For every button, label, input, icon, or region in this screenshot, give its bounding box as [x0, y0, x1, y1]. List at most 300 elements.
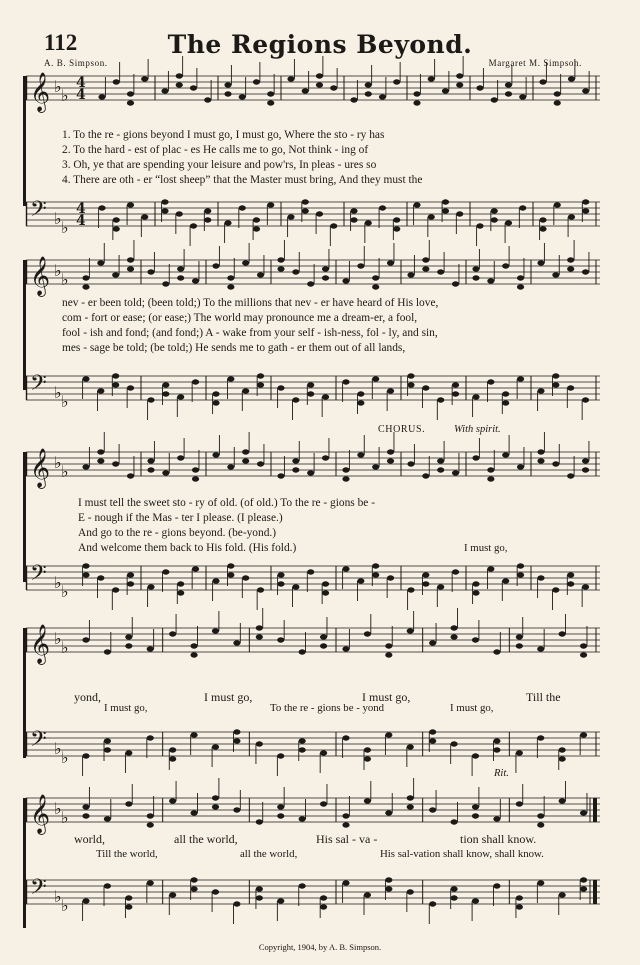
- note-head: [224, 220, 231, 225]
- note-head: [320, 750, 327, 755]
- flat-sign-icon: ♭: [61, 462, 69, 481]
- note-head: [372, 563, 379, 568]
- note-head: [162, 382, 169, 387]
- note-head: [277, 804, 284, 809]
- note-head: [472, 813, 479, 818]
- note-head: [422, 257, 429, 262]
- treble-staff-1: [26, 62, 600, 126]
- note-head: [422, 572, 429, 577]
- note-head: [537, 575, 544, 580]
- note-head: [322, 581, 329, 586]
- note-head: [97, 575, 104, 580]
- note-head: [239, 205, 246, 210]
- note-head: [450, 634, 457, 639]
- note-head: [277, 257, 284, 262]
- note-head: [227, 464, 234, 469]
- note-head: [387, 260, 394, 265]
- note-head: [552, 373, 559, 378]
- note-head: [212, 452, 219, 457]
- bass-clef-icon: 𝄢: [30, 197, 47, 227]
- note-head: [516, 643, 523, 648]
- note-head: [192, 476, 199, 481]
- note-head: [357, 452, 364, 457]
- note-head: [505, 82, 512, 87]
- note-head: [147, 813, 154, 818]
- note-head: [176, 211, 183, 216]
- note-head: [82, 275, 89, 280]
- note-head: [302, 88, 309, 93]
- note-head: [582, 269, 589, 274]
- note-head: [357, 391, 364, 396]
- note-head: [580, 886, 587, 891]
- note-head: [192, 566, 199, 571]
- hymn-title: The Regions Beyond.: [167, 30, 473, 59]
- note-head: [127, 202, 134, 207]
- treble-lyric: tion shall know.: [460, 832, 537, 846]
- flat-sign-icon: ♭: [61, 808, 69, 827]
- note-head: [125, 801, 132, 806]
- note-head: [516, 634, 523, 639]
- note-head: [567, 581, 574, 586]
- note-head: [517, 376, 524, 381]
- note-head: [267, 100, 274, 105]
- note-head: [429, 807, 436, 812]
- note-head: [320, 904, 327, 909]
- note-head: [580, 810, 587, 815]
- note-head: [582, 199, 589, 204]
- note-head: [580, 652, 587, 657]
- note-head: [112, 587, 119, 592]
- note-head: [242, 449, 249, 454]
- note-head: [387, 458, 394, 463]
- note-head: [559, 756, 566, 761]
- note-head: [516, 904, 523, 909]
- bass-lyric: His sal-vation shall know, shall know.: [380, 848, 544, 860]
- note-head: [212, 744, 219, 749]
- note-head: [162, 569, 169, 574]
- note-head: [516, 750, 523, 755]
- treble-clef-icon: 𝄞: [30, 256, 51, 296]
- flat-sign-icon: ♭: [61, 86, 69, 105]
- flat-sign-icon: ♭: [54, 629, 62, 648]
- treble-lyric: I must go,: [362, 690, 411, 704]
- note-head: [190, 810, 197, 815]
- note-head: [177, 455, 184, 460]
- note-head: [227, 572, 234, 577]
- copyright-notice: Copyright, 1904, by A. B. Simpson.: [258, 942, 382, 952]
- note-head: [257, 382, 264, 387]
- note-head: [233, 738, 240, 743]
- note-head: [517, 275, 524, 280]
- note-head: [307, 281, 314, 286]
- note-head: [292, 397, 299, 402]
- bass-staff-1: [26, 188, 600, 252]
- lyricist-credit: Margaret M. Simpson.: [488, 58, 582, 68]
- note-head: [162, 391, 169, 396]
- note-head: [428, 214, 435, 219]
- verse-line: And welcome them back to His fold. (His fold.): [78, 542, 297, 554]
- note-head: [330, 223, 337, 228]
- note-head: [552, 382, 559, 387]
- note-head: [437, 467, 444, 472]
- note-head: [476, 85, 483, 90]
- note-head: [559, 892, 566, 897]
- note-head: [162, 281, 169, 286]
- note-head: [372, 284, 379, 289]
- note-head: [147, 880, 154, 885]
- note-head: [82, 813, 89, 818]
- note-head: [82, 376, 89, 381]
- time-signature: 4: [76, 87, 86, 103]
- verse-line: nev - er been told; (been told;) To the millions that nev - er have heard of His love,: [62, 297, 439, 309]
- note-head: [472, 590, 479, 595]
- note-head: [169, 747, 176, 752]
- note-head: [364, 747, 371, 752]
- note-head: [320, 634, 327, 639]
- note-head: [302, 208, 309, 213]
- note-head: [407, 587, 414, 592]
- time-signature: 4: [76, 201, 86, 217]
- note-head: [292, 269, 299, 274]
- verse-line: mes - sage be told; (be told;) He sends me to gath - er them out of all lands,: [62, 342, 406, 354]
- note-head: [364, 631, 371, 636]
- flat-sign-icon: ♭: [54, 887, 62, 906]
- note-head: [125, 750, 132, 755]
- note-head: [204, 97, 211, 102]
- note-head: [516, 895, 523, 900]
- bass-clef-icon: 𝄢: [30, 371, 47, 401]
- flat-sign-icon: ♭: [61, 392, 69, 411]
- note-head: [82, 572, 89, 577]
- note-head: [393, 79, 400, 84]
- treble-staff-3: [26, 438, 600, 502]
- note-head: [141, 214, 148, 219]
- note-head: [322, 590, 329, 595]
- note-head: [112, 272, 119, 277]
- note-head: [393, 226, 400, 231]
- note-head: [277, 385, 284, 390]
- note-head: [169, 631, 176, 636]
- note-head: [517, 464, 524, 469]
- note-head: [204, 208, 211, 213]
- note-head: [127, 385, 134, 390]
- note-head: [450, 625, 457, 630]
- note-head: [257, 461, 264, 466]
- note-head: [113, 217, 120, 222]
- note-head: [493, 883, 500, 888]
- note-head: [176, 73, 183, 78]
- note-head: [429, 729, 436, 734]
- note-head: [537, 822, 544, 827]
- flat-sign-icon: ♭: [54, 209, 62, 228]
- note-head: [104, 883, 111, 888]
- note-head: [147, 646, 154, 651]
- note-head: [161, 88, 168, 93]
- note-head: [422, 266, 429, 271]
- note-head: [147, 584, 154, 589]
- note-head: [256, 741, 263, 746]
- verse-line: And go to the re - gions beyond. (be-yond.): [78, 527, 277, 539]
- note-head: [320, 801, 327, 806]
- note-head: [127, 572, 134, 577]
- note-head: [452, 470, 459, 475]
- bass-staff-3: [26, 552, 600, 616]
- chorus-label: CHORUS.: [378, 424, 426, 435]
- note-head: [253, 79, 260, 84]
- note-head: [350, 97, 357, 102]
- note-head: [350, 217, 357, 222]
- note-head: [407, 628, 414, 633]
- note-head: [299, 649, 306, 654]
- note-head: [277, 581, 284, 586]
- note-head: [407, 272, 414, 277]
- note-head: [456, 211, 463, 216]
- note-head: [582, 397, 589, 402]
- note-head: [407, 382, 414, 387]
- note-head: [192, 379, 199, 384]
- note-head: [112, 373, 119, 378]
- note-head: [493, 747, 500, 752]
- bass-lyric: all the world,: [240, 848, 298, 860]
- note-head: [422, 473, 429, 478]
- note-head: [342, 822, 349, 827]
- note-head: [169, 756, 176, 761]
- note-head: [322, 266, 329, 271]
- note-head: [190, 85, 197, 90]
- note-head: [97, 260, 104, 265]
- note-head: [365, 82, 372, 87]
- note-head: [385, 652, 392, 657]
- note-head: [365, 91, 372, 96]
- note-head: [517, 572, 524, 577]
- note-head: [456, 82, 463, 87]
- note-head: [364, 798, 371, 803]
- composer-credit: A. B. Simpson.: [44, 58, 108, 68]
- note-head: [437, 397, 444, 402]
- note-head: [476, 223, 483, 228]
- music-system-1: [26, 62, 600, 252]
- note-head: [537, 646, 544, 651]
- note-head: [342, 735, 349, 740]
- note-head: [97, 388, 104, 393]
- note-head: [322, 455, 329, 460]
- note-head: [169, 892, 176, 897]
- note-head: [82, 284, 89, 289]
- note-head: [437, 458, 444, 463]
- note-head: [505, 91, 512, 96]
- note-head: [422, 385, 429, 390]
- note-head: [472, 581, 479, 586]
- note-head: [537, 813, 544, 818]
- bass-lyric: I must go,: [104, 702, 148, 714]
- music-system-3: [26, 426, 600, 612]
- treble-clef-icon: 𝄞: [30, 794, 51, 834]
- flat-sign-icon: ♭: [61, 748, 69, 767]
- note-head: [98, 94, 105, 99]
- note-head: [127, 257, 134, 262]
- time-signature: 4: [76, 213, 86, 229]
- note-head: [256, 886, 263, 891]
- note-head: [177, 581, 184, 586]
- note-head: [342, 880, 349, 885]
- note-head: [97, 458, 104, 463]
- note-head: [82, 753, 89, 758]
- note-head: [487, 476, 494, 481]
- note-head: [212, 889, 219, 894]
- note-head: [233, 901, 240, 906]
- note-head: [472, 898, 479, 903]
- note-head: [413, 91, 420, 96]
- note-head: [537, 260, 544, 265]
- note-head: [287, 214, 294, 219]
- note-head: [307, 382, 314, 387]
- note-head: [567, 266, 574, 271]
- note-head: [537, 880, 544, 885]
- note-head: [491, 97, 498, 102]
- note-head: [372, 464, 379, 469]
- treble-lyric: all the world,: [174, 832, 238, 846]
- note-head: [190, 223, 197, 228]
- note-head: [582, 467, 589, 472]
- note-head: [472, 455, 479, 460]
- note-head: [387, 388, 394, 393]
- note-head: [267, 202, 274, 207]
- verse-line: 2. To the hard - est of plac - es He calls me to go, Not think - ing of: [62, 144, 369, 156]
- note-head: [177, 266, 184, 271]
- verse-lyrics-1: [62, 128, 618, 188]
- note-head: [505, 220, 512, 225]
- note-head: [539, 79, 546, 84]
- verse-line: fool - ish and fond; (and fond;) A - wake from your self - ish-ness, fol - ly, and sin,: [62, 327, 438, 339]
- note-head: [385, 810, 392, 815]
- note-head: [379, 205, 386, 210]
- note-head: [141, 76, 148, 81]
- note-head: [190, 886, 197, 891]
- note-head: [372, 572, 379, 577]
- note-head: [428, 76, 435, 81]
- note-head: [407, 744, 414, 749]
- note-head: [442, 88, 449, 93]
- note-head: [450, 741, 457, 746]
- treble-lyric: His sal - va -: [316, 832, 378, 846]
- bass-clef-icon: 𝄢: [30, 727, 47, 757]
- note-head: [472, 275, 479, 280]
- note-head: [429, 738, 436, 743]
- note-head: [256, 819, 263, 824]
- note-head: [537, 458, 544, 463]
- note-head: [125, 904, 132, 909]
- note-head: [567, 473, 574, 478]
- note-head: [472, 804, 479, 809]
- note-head: [429, 901, 436, 906]
- note-head: [472, 637, 479, 642]
- note-head: [147, 397, 154, 402]
- note-head: [112, 461, 119, 466]
- note-head: [212, 795, 219, 800]
- note-head: [493, 738, 500, 743]
- note-head: [452, 281, 459, 286]
- note-head: [537, 388, 544, 393]
- note-head: [299, 738, 306, 743]
- note-head: [554, 91, 561, 96]
- note-head: [413, 202, 420, 207]
- note-head: [452, 569, 459, 574]
- note-head: [127, 581, 134, 586]
- note-head: [257, 272, 264, 277]
- note-head: [364, 892, 371, 897]
- treble-clef-icon: 𝄞: [30, 72, 51, 112]
- note-head: [242, 575, 249, 580]
- note-head: [342, 278, 349, 283]
- note-head: [292, 584, 299, 589]
- final-barline: [593, 880, 597, 904]
- note-head: [125, 634, 132, 639]
- note-head: [552, 461, 559, 466]
- note-head: [407, 795, 414, 800]
- flat-sign-icon: ♭: [54, 77, 62, 96]
- note-head: [147, 822, 154, 827]
- note-head: [292, 458, 299, 463]
- verse-line: 3. Oh, ye that are spending your leisure and pow'rs, In pleas - ures so: [62, 159, 377, 171]
- note-head: [113, 79, 120, 84]
- note-head: [342, 813, 349, 818]
- verse-line: 4. There are oth - er “lost sheep” that the Master must bring, And they must the: [62, 174, 423, 186]
- note-head: [539, 217, 546, 222]
- flat-sign-icon: ♭: [61, 896, 69, 915]
- note-head: [277, 266, 284, 271]
- note-head: [253, 217, 260, 222]
- note-head: [567, 385, 574, 390]
- note-head: [559, 747, 566, 752]
- note-head: [385, 643, 392, 648]
- note-head: [104, 747, 111, 752]
- hymn-number: 112: [44, 30, 78, 55]
- flat-sign-icon: ♭: [54, 261, 62, 280]
- flat-sign-icon: ♭: [54, 453, 62, 472]
- note-head: [169, 798, 176, 803]
- note-head: [253, 226, 260, 231]
- note-head: [256, 895, 263, 900]
- note-head: [277, 813, 284, 818]
- treble-clef-icon: 𝄞: [30, 624, 51, 664]
- treble-lyric: I must go,: [204, 690, 253, 704]
- note-head: [552, 587, 559, 592]
- note-head: [162, 470, 169, 475]
- note-head: [176, 82, 183, 87]
- verse-line: E - nough if the Mas - ter I please. (I please.): [78, 512, 283, 524]
- flat-sign-icon: ♭: [54, 573, 62, 592]
- note-head: [568, 214, 575, 219]
- note-head: [407, 804, 414, 809]
- note-head: [387, 449, 394, 454]
- note-head: [357, 578, 364, 583]
- note-head: [125, 895, 132, 900]
- flat-sign-icon: ♭: [61, 638, 69, 657]
- note-head: [224, 82, 231, 87]
- note-head: [539, 226, 546, 231]
- note-head: [342, 476, 349, 481]
- note-head: [342, 646, 349, 651]
- note-head: [519, 94, 526, 99]
- note-head: [385, 732, 392, 737]
- note-head: [422, 581, 429, 586]
- note-head: [104, 649, 111, 654]
- bass-clef-icon: 𝄢: [30, 561, 47, 591]
- note-head: [365, 220, 372, 225]
- note-head: [582, 584, 589, 589]
- note-head: [372, 376, 379, 381]
- flat-sign-icon: ♭: [61, 270, 69, 289]
